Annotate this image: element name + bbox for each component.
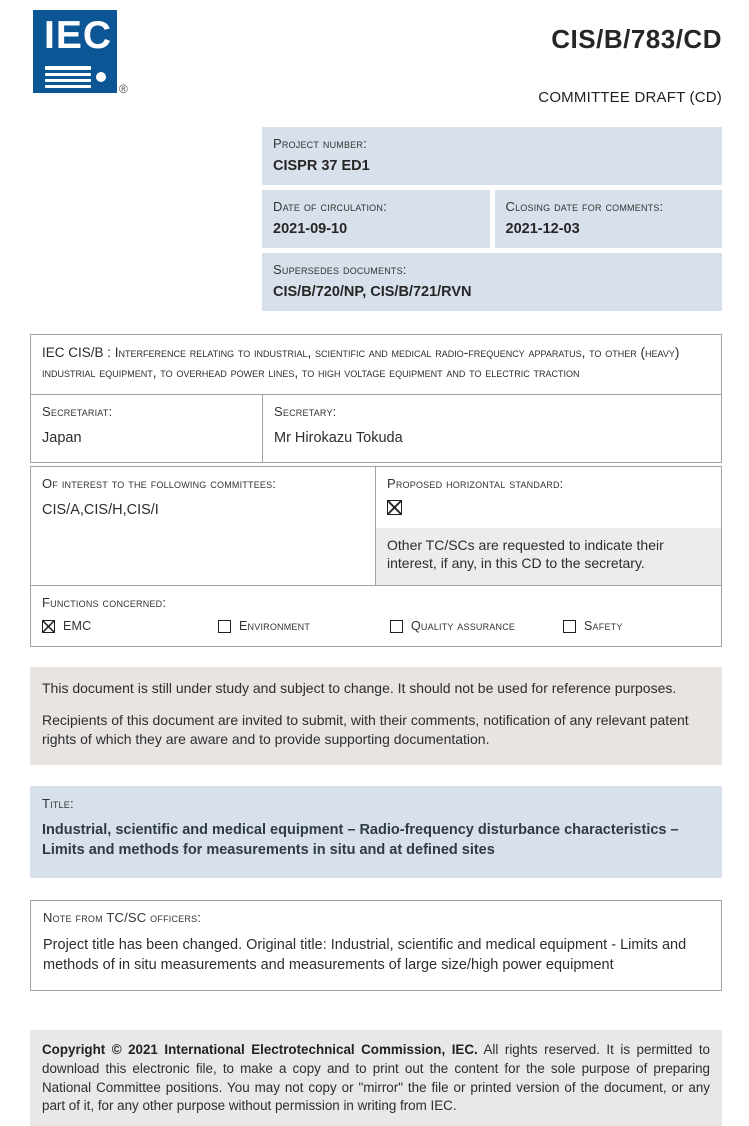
iec-logo [33, 10, 133, 110]
emc-checkbox[interactable] [42, 620, 55, 633]
interest-committees-value: CIS/A,CIS/H,CIS/I [42, 501, 159, 518]
document-info-table [262, 127, 722, 311]
function-option-safety [563, 619, 623, 633]
study-notice-box [30, 667, 722, 765]
iec-logo-square [33, 10, 117, 93]
study-notice-paragraph-1: This document is still under study and subject to change. It should not be used for reference purposes. [42, 680, 677, 697]
other-tcsc-note: Other TC/SCs are requested to indicate their interest, if any, in this CD to the secretary. [376, 528, 721, 586]
date-of-circulation-box [262, 190, 490, 248]
registered-trademark-icon: ® [119, 82, 128, 96]
committee-table [30, 334, 722, 463]
horizontal-standard-checkbox[interactable] [387, 500, 402, 515]
secretary-label: Secretary: [274, 403, 337, 419]
interest-committees-cell [31, 467, 376, 586]
interest-committees-label: Of interest to the following committees: [42, 475, 277, 491]
document-number: CIS/B/783/CD [551, 24, 722, 54]
environment-label: Environment [239, 619, 311, 634]
supersedes-value: CIS/B/720/NP, CIS/B/721/RVN [273, 284, 472, 300]
study-notice-paragraph-2: Recipients of this document are invited to submit, with their comments, notification of any relevant patent rights of which they are aware and to provide supporting documentation. [42, 712, 689, 748]
title-label: Title: [42, 795, 74, 811]
project-number-value: CISPR 37 ED1 [273, 158, 370, 174]
supersedes-box [262, 253, 722, 311]
tcsc-note-box [30, 900, 722, 992]
secretariat-value: Japan [42, 429, 82, 446]
iec-logo-text: IEC [44, 14, 113, 57]
copyright-text: All rights reserved. It is permitted to download this electronic file, to make a copy and to print out the content for the sole purpose of preparing National Committee positions. You may not copy or "mirror" the file or printed version of the document, or any part of it, for any other purpose without permission in writing from IEC. [42, 1042, 710, 1114]
interest-row [31, 467, 721, 586]
emc-label: EMC [63, 619, 92, 634]
tcsc-note-label: Note from TC/SC officers: [43, 909, 202, 925]
copyright-box [30, 1030, 722, 1126]
function-option-emc [42, 619, 218, 633]
closing-date-box [495, 190, 723, 248]
secretariat-label: Secretariat: [42, 403, 113, 419]
secretariat-row [31, 395, 721, 462]
dates-row [262, 190, 722, 248]
iec-logo-dot-icon [96, 72, 106, 82]
project-number-label: Project number: [273, 136, 367, 151]
environment-checkbox[interactable] [218, 620, 231, 633]
copyright-bold: Copyright © 2021 International Electrotechnical Commission, IEC. [42, 1042, 478, 1057]
interest-table [30, 466, 722, 648]
date-of-circulation-value: 2021-09-10 [273, 221, 348, 237]
function-option-quality-assurance [390, 619, 563, 633]
iec-logo-bars-icon [45, 66, 91, 91]
document-type: COMMITTEE DRAFT (CD) [538, 89, 722, 106]
secretary-value: Mr Hirokazu Tokuda [274, 429, 403, 446]
page-header [30, 10, 722, 114]
closing-date-label: Closing date for comments: [505, 199, 664, 214]
quality-assurance-checkbox[interactable] [390, 620, 403, 633]
functions-concerned-label: Functions concerned: [42, 595, 167, 611]
date-of-circulation-label: Date of circulation: [273, 199, 387, 214]
secretary-cell [263, 395, 721, 462]
horizontal-standard-cell [376, 467, 721, 586]
project-number-box [262, 127, 722, 185]
quality-assurance-label: Quality assurance [411, 619, 516, 634]
secretariat-cell [31, 395, 263, 462]
closing-date-value: 2021-12-03 [505, 221, 580, 237]
tcsc-note-text: Project title has been changed. Original title: Industrial, scientific and medical equipment - Limits and methods of in situ measurements and measurements of large size/high power equipment [43, 936, 687, 973]
supersedes-label: Supersedes documents: [273, 262, 407, 277]
horizontal-standard-label: Proposed horizontal standard: [387, 475, 564, 491]
function-option-environment [218, 619, 390, 633]
functions-options [42, 619, 710, 633]
safety-label: Safety [584, 619, 623, 634]
committee-description: IEC CIS/B : Interference relating to industrial, scientific and medical radio-frequency apparatus, to other (heavy) industrial equipment, to overhead power lines, to high voltage equipment and to electric traction [31, 335, 721, 395]
safety-checkbox[interactable] [563, 620, 576, 633]
header-right [538, 10, 722, 106]
title-box [30, 786, 722, 878]
functions-concerned-row [31, 585, 721, 646]
document-title: Industrial, scientific and medical equipment – Radio-frequency disturbance characteristics – Limits and methods for measurements in situ and at defined sites [42, 821, 679, 859]
